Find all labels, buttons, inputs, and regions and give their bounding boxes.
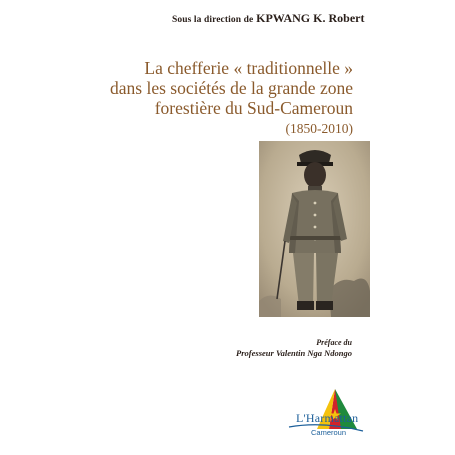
title-years: (1850-2010) xyxy=(285,121,353,136)
preface xyxy=(236,337,352,359)
preface-author: Professeur Valentin Nga Ndongo xyxy=(236,348,352,358)
publisher-region: Cameroun xyxy=(311,428,347,437)
editor-line xyxy=(172,11,452,26)
title-line-3: forestière du Sud-Cameroun xyxy=(154,98,353,118)
cover-photo xyxy=(259,141,370,317)
uniformed-man-photo xyxy=(259,141,370,317)
preface-label: Préface du xyxy=(316,338,352,347)
title-line-1: La chefferie « traditionnelle » xyxy=(144,58,353,78)
editor-prefix: Sous la direction de xyxy=(172,15,254,25)
book-title xyxy=(110,58,353,139)
editor-name: KPWANG K. Robert xyxy=(256,11,365,25)
publisher-name: L'Harmattan xyxy=(296,411,359,425)
title-line-2: dans les sociétés de la grande zone xyxy=(110,78,353,98)
